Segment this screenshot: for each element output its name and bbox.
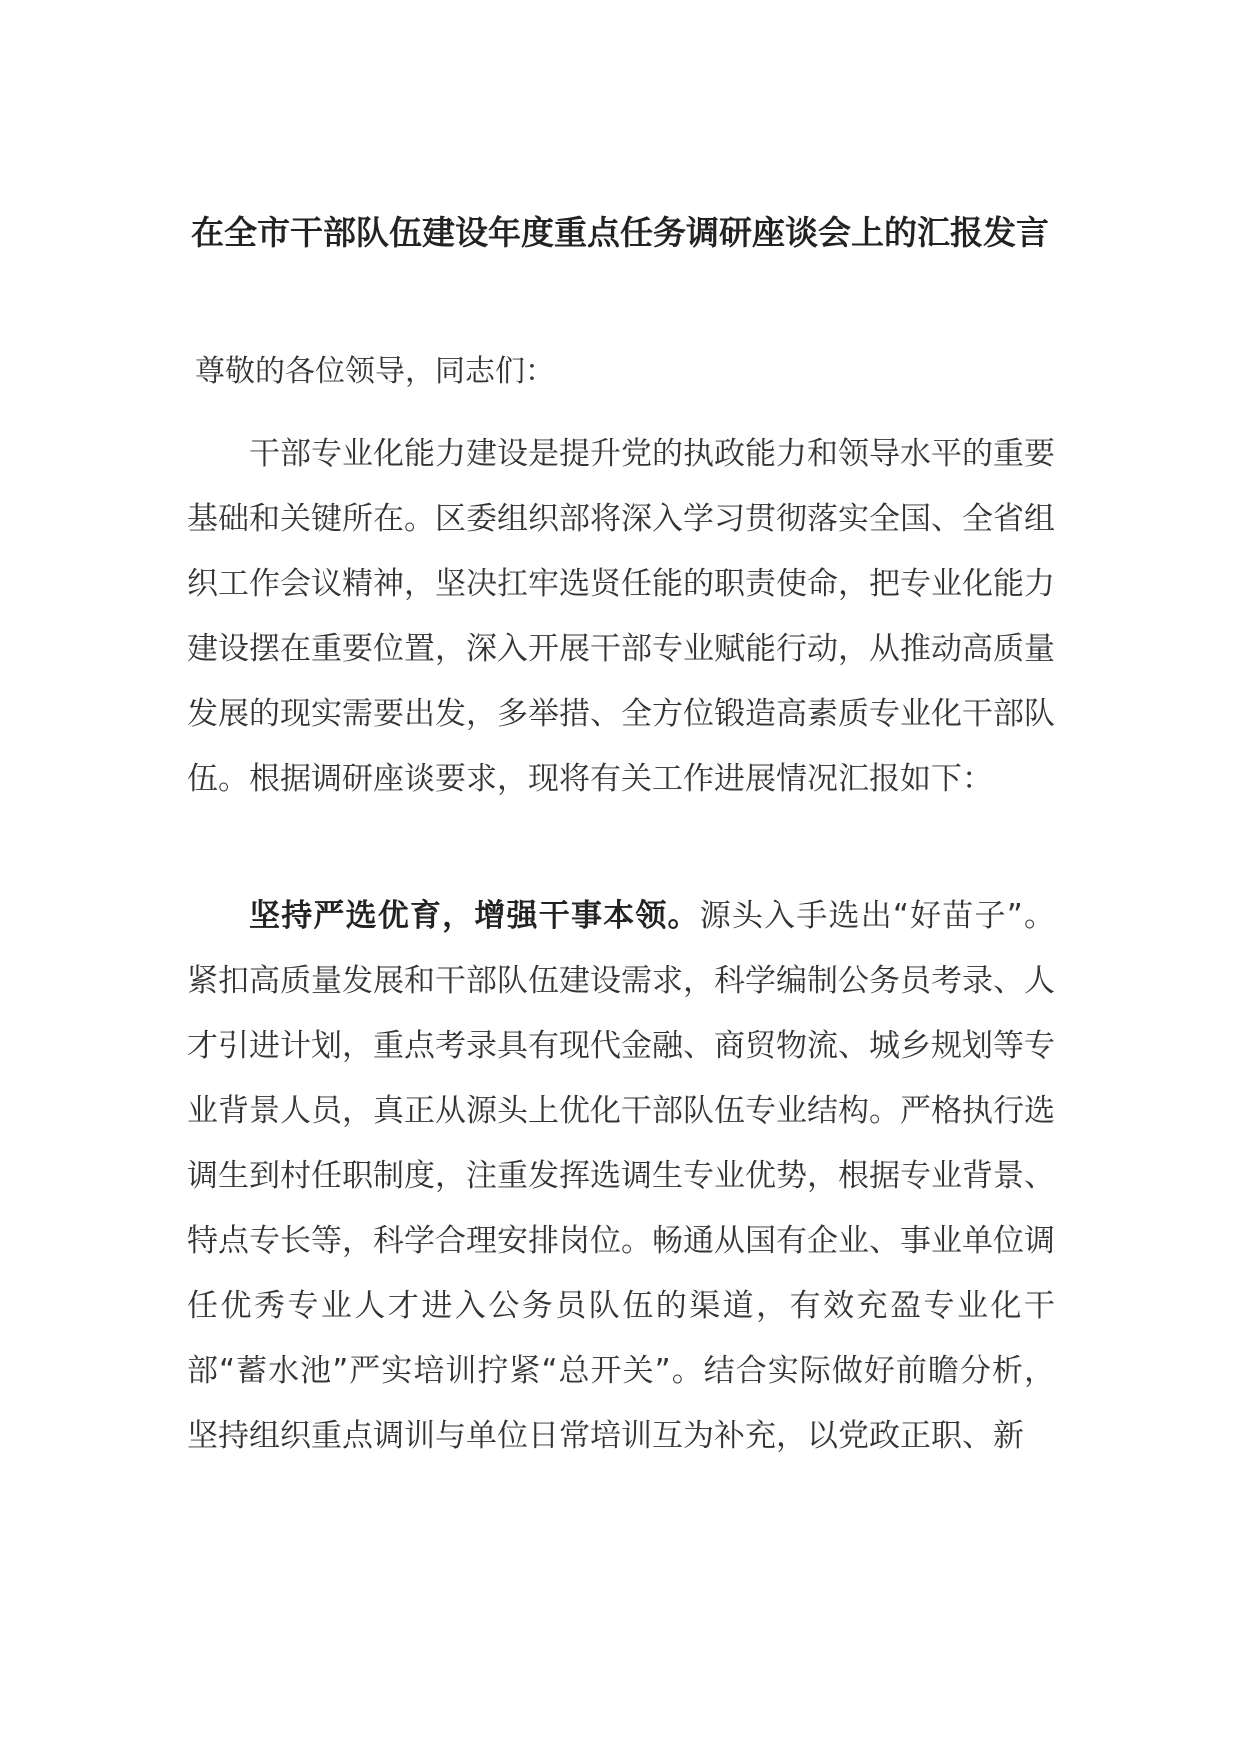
- salutation: 尊敬的各位领导，同志们：: [195, 354, 555, 389]
- paragraph-lead-heading: 坚持严选优育，增强干事本领。: [249, 898, 700, 934]
- paragraph-intro: [187, 422, 1055, 812]
- paragraph-selection-training-text: 源头入手选出“好苗子”。紧扣高质量发展和干部队伍建设需求，科学编制公务员考录、人才引进计划，重点考录具有现代金融、商贸物流、城乡规划等专业背景人员，真正从源头上优化干部队伍专业结构。严格执行选调生到村任职制度，注重发挥选调生专业优势，根据专业背景、特点专长等，科学合理安排岗位。畅通从国有企业、事业单位调任优秀专业人才进入公务员队伍的渠道，有效充盈专业化干部“蓄水池”严实培训拧紧“总开关”。结合实际做好前瞻分析，坚持组织重点调训与单位日常培训互为补充，以党政正职、新: [187, 898, 1055, 1454]
- document-title: 在全市干部队伍建设年度重点任务调研座谈会上的汇报发言: [191, 213, 1049, 252]
- paragraph-selection-training: [187, 884, 1055, 1469]
- paragraph-intro-text: 干部专业化能力建设是提升党的执政能力和领导水平的重要基础和关键所在。区委组织部将深入学习贯彻落实全国、全省组织工作会议精神，坚决扛牢选贤任能的职责使命，把专业化能力建设摆在重要位置，深入开展干部专业赋能行动，从推动高质量发展的现实需要出发，多举措、全方位锻造高素质专业化干部队伍。根据调研座谈要求，现将有关工作进展情况汇报如下：: [187, 436, 1055, 797]
